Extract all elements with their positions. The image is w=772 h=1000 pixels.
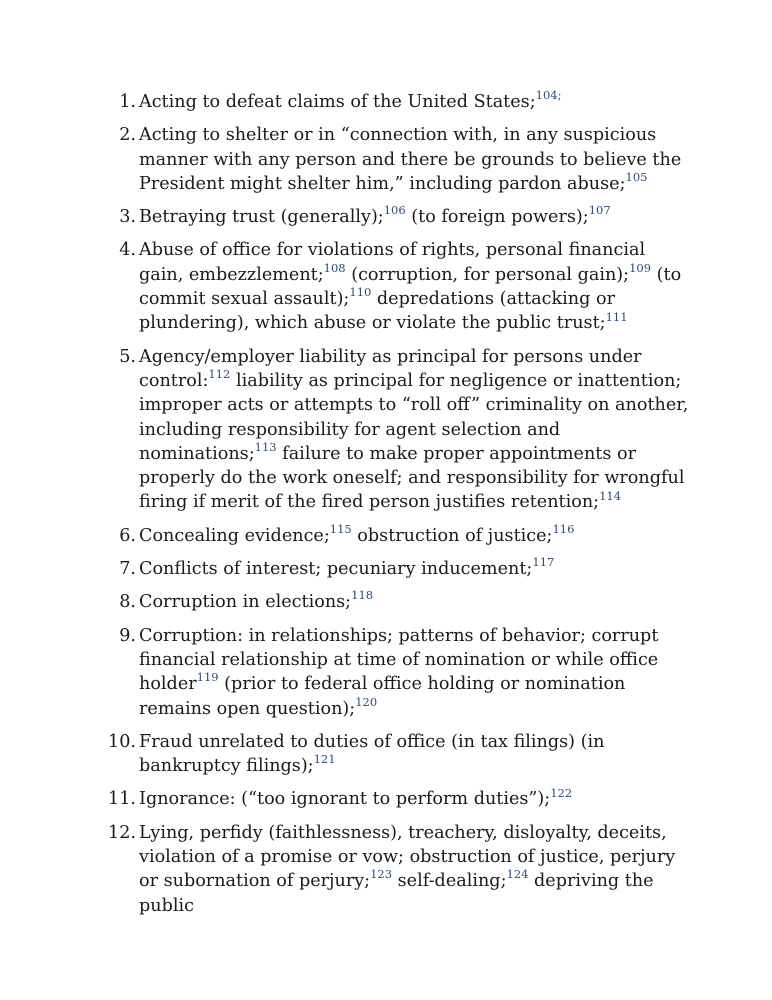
list-item <box>102 238 692 335</box>
list-item-number: 12. <box>108 822 136 843</box>
list-item-text: Corruption in elections; <box>139 592 352 613</box>
list-item <box>102 123 692 196</box>
list-item <box>102 730 692 779</box>
list-item-number: 11. <box>108 789 136 810</box>
list-item-text: depriving the public <box>139 871 654 916</box>
list-item <box>102 787 692 811</box>
list-item-text: Concealing evidence; <box>139 525 330 546</box>
list-item <box>102 90 692 114</box>
list-item-number: 2. <box>119 125 136 146</box>
list-item-text: Acting to shelter or in “connection with, in any suspicious manner with any person and there be grounds to believe the President might shelter him,” including pardon abuse; <box>139 125 682 194</box>
footnote-marker[interactable]: 112 <box>208 367 231 382</box>
footnote-marker[interactable]: 116 <box>552 521 575 536</box>
list-item-number: 4. <box>119 240 136 261</box>
footnote-marker[interactable]: 109 <box>629 260 652 275</box>
footnote-marker[interactable]: 108 <box>323 260 346 275</box>
footnote-marker[interactable]: 115 <box>329 521 352 536</box>
footnote-marker[interactable]: 121 <box>313 752 336 767</box>
list-item <box>102 345 692 515</box>
list-item-text: (prior to federal office holding or nomination remains open question); <box>139 674 626 719</box>
list-item-text: Lying, perfidy (faithlessness), treachery, disloyalty, deceits, violation of a promise or vow; obstruction of justice, perjury or subornation of perjury; <box>139 822 676 892</box>
footnote-marker[interactable]: 122 <box>550 785 573 800</box>
footnote-marker[interactable]: 113 <box>254 440 277 454</box>
list-item-text: obstruction of justice; <box>351 525 553 546</box>
footnote-marker[interactable]: 119 <box>196 670 219 685</box>
footnote-marker[interactable]: 104; <box>535 88 562 103</box>
list-item <box>102 557 692 581</box>
list-item-number: 10. <box>108 731 136 752</box>
list-item-number: 5. <box>119 346 136 367</box>
list-item-text: Agency/employer liability as principal for persons under control: <box>139 346 642 391</box>
list-item-text: Acting to defeat claims of the United States; <box>139 92 536 112</box>
list-item-text: Ignorance: (“too ignorant to perform duties”); <box>139 789 551 810</box>
footnote-marker[interactable]: 110 <box>349 285 372 300</box>
list-item-text: Betraying trust (generally); <box>139 207 384 228</box>
list-item <box>102 821 692 918</box>
list-item-number: 7. <box>119 559 136 580</box>
list-item-text: Corruption: in relationships; patterns of behavior; corrupt financial relationship at time of nomination or while office holder <box>139 625 659 695</box>
list-item-text: failure to make proper appointments or properly do the work oneself; and responsibility for wrongful firing if merit of the fired person justifies retention; <box>139 443 685 513</box>
footnote-marker[interactable]: 117 <box>532 555 555 570</box>
list-item <box>102 521 692 548</box>
list-item-text: (to foreign powers); <box>405 207 589 228</box>
list-item-text: (corruption, for personal gain); <box>345 264 630 285</box>
footnote-marker[interactable]: 120 <box>355 694 378 709</box>
list-item <box>102 205 692 229</box>
footnote-marker[interactable]: 124 <box>506 867 529 882</box>
footnote-marker[interactable]: 111 <box>605 309 628 324</box>
list-item-text: liability as principal for negligence or inattention; improper acts or attempts to “roll off” criminality on another, including responsibility for agent selection and nominations; <box>139 370 689 464</box>
list-item-text: (to commit sexual assault); <box>139 264 682 310</box>
list-item-text: Fraud unrelated to duties of office (in tax filings) (in bankruptcy filings); <box>139 731 605 777</box>
list-item-number: 6. <box>119 525 136 546</box>
list-item <box>102 590 692 614</box>
list-item-number: 3. <box>119 207 136 228</box>
list-item-text: depredations (attacking or plundering), which abuse or violate the public trust; <box>139 289 615 334</box>
footnote-marker[interactable]: 123 <box>370 867 393 882</box>
list-item-text: Abuse of office for violations of rights, personal financial gain, embezzlement; <box>139 240 646 285</box>
footnote-marker[interactable]: 107 <box>588 203 611 218</box>
list-item-text: self-dealing; <box>392 871 507 892</box>
numbered-list <box>102 90 692 927</box>
footnote-marker[interactable]: 106 <box>383 203 406 218</box>
footnote-marker[interactable]: 118 <box>351 588 374 603</box>
list-item-number: 9. <box>119 625 136 646</box>
list-item-number: 1. <box>119 92 136 112</box>
list-item-number: 8. <box>119 592 136 613</box>
list-item <box>102 624 692 721</box>
footnote-marker[interactable]: 105 <box>625 170 648 185</box>
footnote-marker[interactable]: 114 <box>599 488 622 503</box>
list-item-text: Conflicts of interest; pecuniary inducement; <box>139 559 533 580</box>
